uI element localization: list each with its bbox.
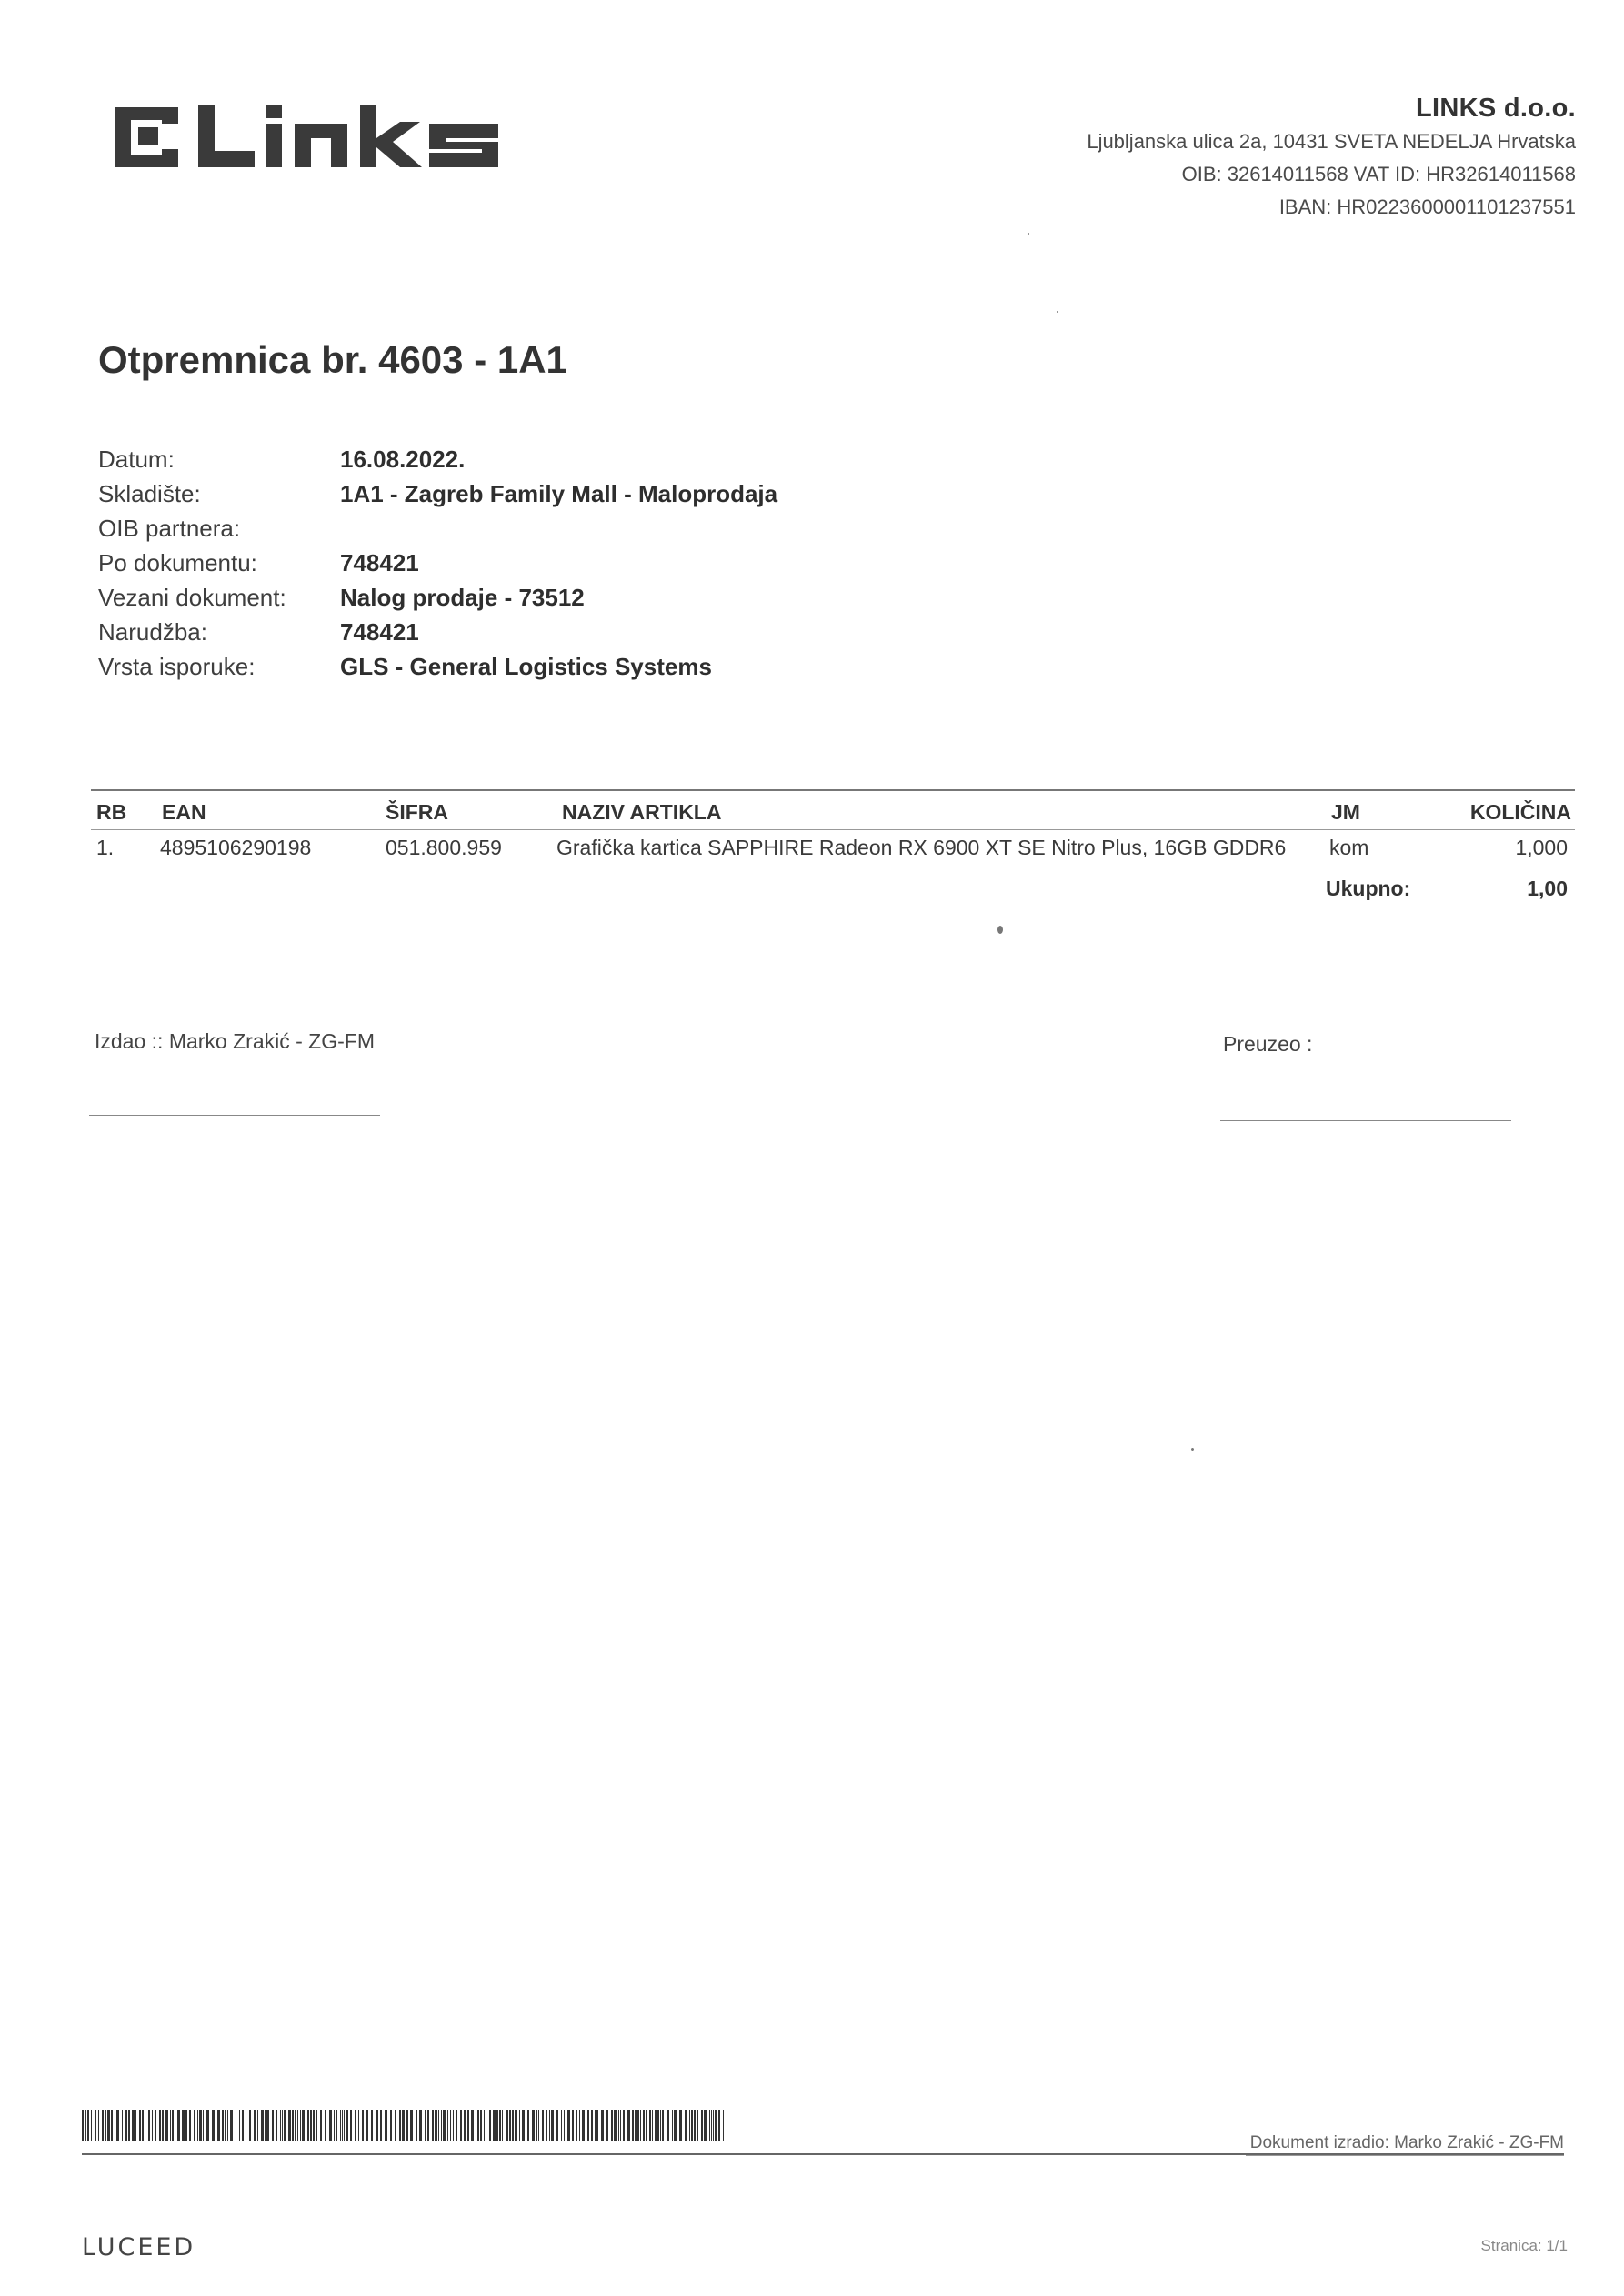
barcode-bar [542,2110,544,2141]
barcode-bar [611,2110,613,2141]
barcode-bar [477,2110,479,2141]
barcode-bar [380,2110,382,2141]
barcode-bar [98,2110,99,2141]
barcode-bar [376,2110,378,2141]
barcode-bar [443,2110,446,2141]
barcode-bar [627,2110,630,2141]
barcode-bar [701,2110,703,2141]
barcode-bar [652,2110,653,2141]
barcode-bar [313,2110,315,2141]
barcode-bar [284,2110,286,2141]
barcode-bar [660,2110,661,2141]
barcode-bar [395,2110,396,2141]
barcode-bar [217,2110,220,2141]
cell-kolicina: 1,000 [1515,836,1568,859]
received-signature-line [1220,1120,1511,1121]
barcode-bar [297,2110,298,2141]
barcode-bar [685,2110,687,2141]
table-total [91,867,1575,906]
cell-jm: kom [1329,836,1369,859]
barcode-bar [310,2110,312,2141]
barcode-bar [276,2110,277,2141]
barcode-bar [265,2110,266,2141]
barcode-bar [206,2110,209,2141]
barcode-bar [567,2110,570,2141]
barcode-bar [694,2110,696,2141]
barcode-bar [172,2110,174,2141]
document-made-by: Dokument izradio: Marko Zrakić - ZG-FM [1249,2133,1564,2152]
barcode-bar [282,2110,283,2141]
barcode-bar [280,2110,281,2141]
barcode-bar [595,2110,596,2141]
cell-rb: 1. [96,836,115,859]
info-label: Vrsta isporuke: [98,652,256,680]
barcode-bar [438,2110,439,2141]
barcode-bar [340,2110,341,2141]
barcode-bar [212,2110,215,2141]
barcode-bar [536,2110,537,2141]
info-row-delivery-type [98,649,777,684]
barcode-bar [385,2110,387,2141]
barcode-bar [549,2110,550,2141]
barcode-bar [355,2110,356,2141]
barcode-bar [564,2110,565,2141]
barcode-bar [197,2110,198,2141]
barcode-bar [162,2110,164,2141]
barcode-bar [371,2110,373,2141]
barcode-bar [82,2110,84,2141]
total-label: Ukupno: [1326,877,1411,900]
barcode-bar [591,2110,593,2141]
barcode-bar [576,2110,577,2141]
barcode-bar [320,2110,322,2141]
document-made-underline [1246,2155,1564,2156]
cell-sifra: 051.800.959 [386,836,502,859]
barcode-bar [182,2110,185,2141]
barcode-bar [177,2110,180,2141]
barcode-bar [95,2110,96,2141]
barcode-bar [390,2110,392,2141]
received-by: Preuzeo : [1223,1032,1313,1056]
barcode-bar [336,2110,337,2141]
barcode-bar [618,2110,619,2141]
barcode-bar [116,2110,119,2141]
info-label: Narudžba: [98,617,207,646]
barcode-bar [329,2110,332,2141]
cell-naziv: Grafička kartica SAPPHIRE Radeon RX 6900 XT SE Nitro Plus, 16GB GDDR6 [556,836,1287,859]
barcode-bar [135,2110,136,2141]
company-ids: OIB: 32614011568 VAT ID: HR32614011568 [1181,163,1576,185]
col-header-rb: RB [96,800,127,824]
barcode-bar [295,2110,296,2141]
info-row-order [98,615,777,649]
barcode-bar [105,2110,106,2141]
barcode-bar [697,2110,698,2141]
barcode-bar [350,2110,352,2141]
barcode-bar [691,2110,693,2141]
barcode-bar [453,2110,454,2141]
barcode-bar [288,2110,291,2141]
barcode [82,2110,727,2141]
col-header-sifra: ŠIFRA [386,800,448,824]
barcode-bar [499,2110,501,2141]
document-info [98,442,777,684]
barcode-bar [502,2110,503,2141]
barcode-bar [125,2110,127,2141]
barcode-bar [723,2110,724,2141]
col-header-naziv: NAZIV ARTIKLA [562,800,722,824]
company-logo [109,98,509,173]
barcode-bar [546,2110,547,2141]
barcode-bar [447,2110,448,2141]
barcode-bar [132,2110,135,2141]
barcode-bar [643,2110,645,2141]
info-label: Datum: [98,445,175,473]
barcode-bar [718,2110,720,2141]
info-value: 748421 [340,548,419,577]
barcode-bar [460,2110,462,2141]
barcode-bar [441,2110,442,2141]
barcode-bar [538,2110,539,2141]
barcode-bar [366,2110,368,2141]
company-info [1087,94,1576,222]
barcode-bar [582,2110,585,2141]
barcode-bar [302,2110,305,2141]
barcode-bar [515,2110,517,2141]
barcode-bar [402,2110,405,2141]
barcode-bar [467,2110,469,2141]
barcode-bar [551,2110,554,2141]
barcode-bar [532,2110,535,2141]
info-value: 16.08.2022. [340,445,466,473]
barcode-bar [496,2110,498,2141]
barcode-bar [556,2110,558,2141]
barcode-bar [709,2110,710,2141]
barcode-bar [362,2110,364,2141]
barcode-bar [230,2110,233,2141]
barcode-bar [272,2110,274,2141]
col-header-ean: EAN [162,800,206,824]
barcode-bar [165,2110,168,2141]
barcode-bar [464,2110,466,2141]
barcode-bar [601,2110,604,2141]
scan-speck [1191,1448,1194,1451]
info-value: 748421 [340,617,419,646]
barcode-bar [620,2110,621,2141]
barcode-bar [646,2110,647,2141]
barcode-bar [227,2110,228,2141]
barcode-bar [249,2110,251,2141]
issued-by: Izdao :: Marko Zrakić - ZG-FM [95,1029,375,1053]
barcode-bar [689,2110,690,2141]
issued-signature-line [89,1115,380,1116]
barcode-bar [107,2110,110,2141]
barcode-bar [435,2110,437,2141]
barcode-bar [102,2110,104,2141]
total-value: 1,00 [1527,877,1568,900]
barcode-bar [148,2110,150,2141]
barcode-bar [522,2110,525,2141]
barcode-bar [155,2110,156,2141]
barcode-bar [325,2110,326,2141]
barcode-bar [87,2110,89,2141]
barcode-bar [561,2110,562,2141]
barcode-bar [419,2110,422,2141]
barcode-bar [471,2110,474,2141]
barcode-bar [203,2110,204,2141]
barcode-bar [632,2110,634,2141]
barcode-bar [484,2110,485,2141]
barcode-bar [225,2110,226,2141]
barcode-bar [342,2110,343,2141]
scan-speck [1028,233,1029,235]
barcode-bar [640,2110,641,2141]
company-address: Ljubljanska ulica 2a, 10431 SVETA NEDELJA Hrvatska [1087,130,1576,153]
barcode-bar [292,2110,294,2141]
info-label: Po dokumentu: [98,548,257,577]
barcode-bar [519,2110,520,2141]
scan-speck [997,926,1003,934]
barcode-bar [527,2110,529,2141]
barcode-bar [667,2110,669,2141]
barcode-bar [170,2110,171,2141]
barcode-bar [637,2110,639,2141]
barcode-bar [711,2110,712,2141]
barcode-bar [579,2110,580,2141]
info-row-partner-oib [98,511,777,546]
barcode-bar [300,2110,301,2141]
items-table [91,789,1575,906]
barcode-bar [139,2110,141,2141]
barcode-bar [704,2110,707,2141]
barcode-bar [159,2110,161,2141]
barcode-bar [406,2110,408,2141]
barcode-bar [152,2110,153,2141]
barcode-bar [222,2110,224,2141]
barcode-bar [307,2110,309,2141]
barcode-bar [344,2110,345,2141]
barcode-bar [427,2110,429,2141]
barcode-bar [128,2110,130,2141]
barcode-bar [635,2110,637,2141]
company-name: LINKS d.o.o. [1416,94,1576,123]
barcode-bar [587,2110,589,2141]
info-row-date [98,442,777,476]
barcode-bar [358,2110,359,2141]
scan-speck [1057,311,1058,313]
info-row-source-document [98,546,777,580]
info-label: Skladište: [98,479,201,507]
barcode-bar [512,2110,514,2141]
barcode-bar [606,2110,608,2141]
barcode-bar [572,2110,574,2141]
barcode-bar [416,2110,417,2141]
barcode-bar [649,2110,651,2141]
info-value: Nalog prodaje - 73512 [340,583,585,611]
barcode-bar [489,2110,491,2141]
barcode-bar [614,2110,617,2141]
barcode-bar [199,2110,202,2141]
barcode-bar [254,2110,256,2141]
barcode-bar [266,2110,269,2141]
table-row [91,830,1575,867]
info-row-warehouse [98,476,777,511]
barcode-bar [450,2110,451,2141]
cell-ean: 4895106290198 [160,836,312,859]
barcode-bar [425,2110,426,2141]
barcode-bar [506,2110,508,2141]
barcode-bar [493,2110,496,2141]
barcode-bar [334,2110,335,2141]
barcode-bar [185,2110,187,2141]
barcode-bar [657,2110,659,2141]
info-row-linked-document [98,580,777,615]
document-title: Otpremnica br. 4603 - 1A1 [98,338,567,381]
company-iban: IBAN: HR0223600001101237551 [1278,196,1576,218]
table-header [91,791,1575,829]
col-header-jm: JM [1331,800,1360,824]
barcode-bar [239,2110,240,2141]
barcode-bar [480,2110,482,2141]
barcode-bar [679,2110,682,2141]
info-value: GLS - General Logistics Systems [340,652,712,680]
barcode-bar [257,2110,258,2141]
luceed-brand: LUCEED [82,2233,196,2261]
barcode-bar [713,2110,714,2141]
barcode-bar [715,2110,717,2141]
barcode-bar [674,2110,677,2141]
barcode-bar [316,2110,317,2141]
col-header-kolicina: KOLIČINA [1469,800,1571,824]
barcode-bar [432,2110,434,2141]
barcode-bar [242,2110,244,2141]
barcode-bar [194,2110,195,2141]
barcode-bar [346,2110,348,2141]
info-label: Vezani dokument: [98,583,286,611]
barcode-bar [261,2110,264,2141]
barcode-bar [91,2110,92,2141]
barcode-bar [509,2110,511,2141]
barcode-bar [596,2110,598,2141]
page-number: Stranica: 1/1 [1480,2237,1568,2254]
info-label: OIB partnera: [98,514,241,542]
barcode-bar [111,2110,113,2141]
barcode-bar [189,2110,191,2141]
barcode-bar [456,2110,457,2141]
barcode-bar [85,2110,86,2141]
barcode-bar [399,2110,401,2141]
barcode-bar [122,2110,123,2141]
barcode-bar [142,2110,144,2141]
barcode-bar [655,2110,657,2141]
info-value: 1A1 - Zagreb Family Mall - Maloprodaja [340,479,778,507]
barcode-bar [623,2110,625,2141]
barcode-bar [662,2110,664,2141]
barcode-bar [410,2110,413,2141]
barcode-bar [672,2110,673,2141]
